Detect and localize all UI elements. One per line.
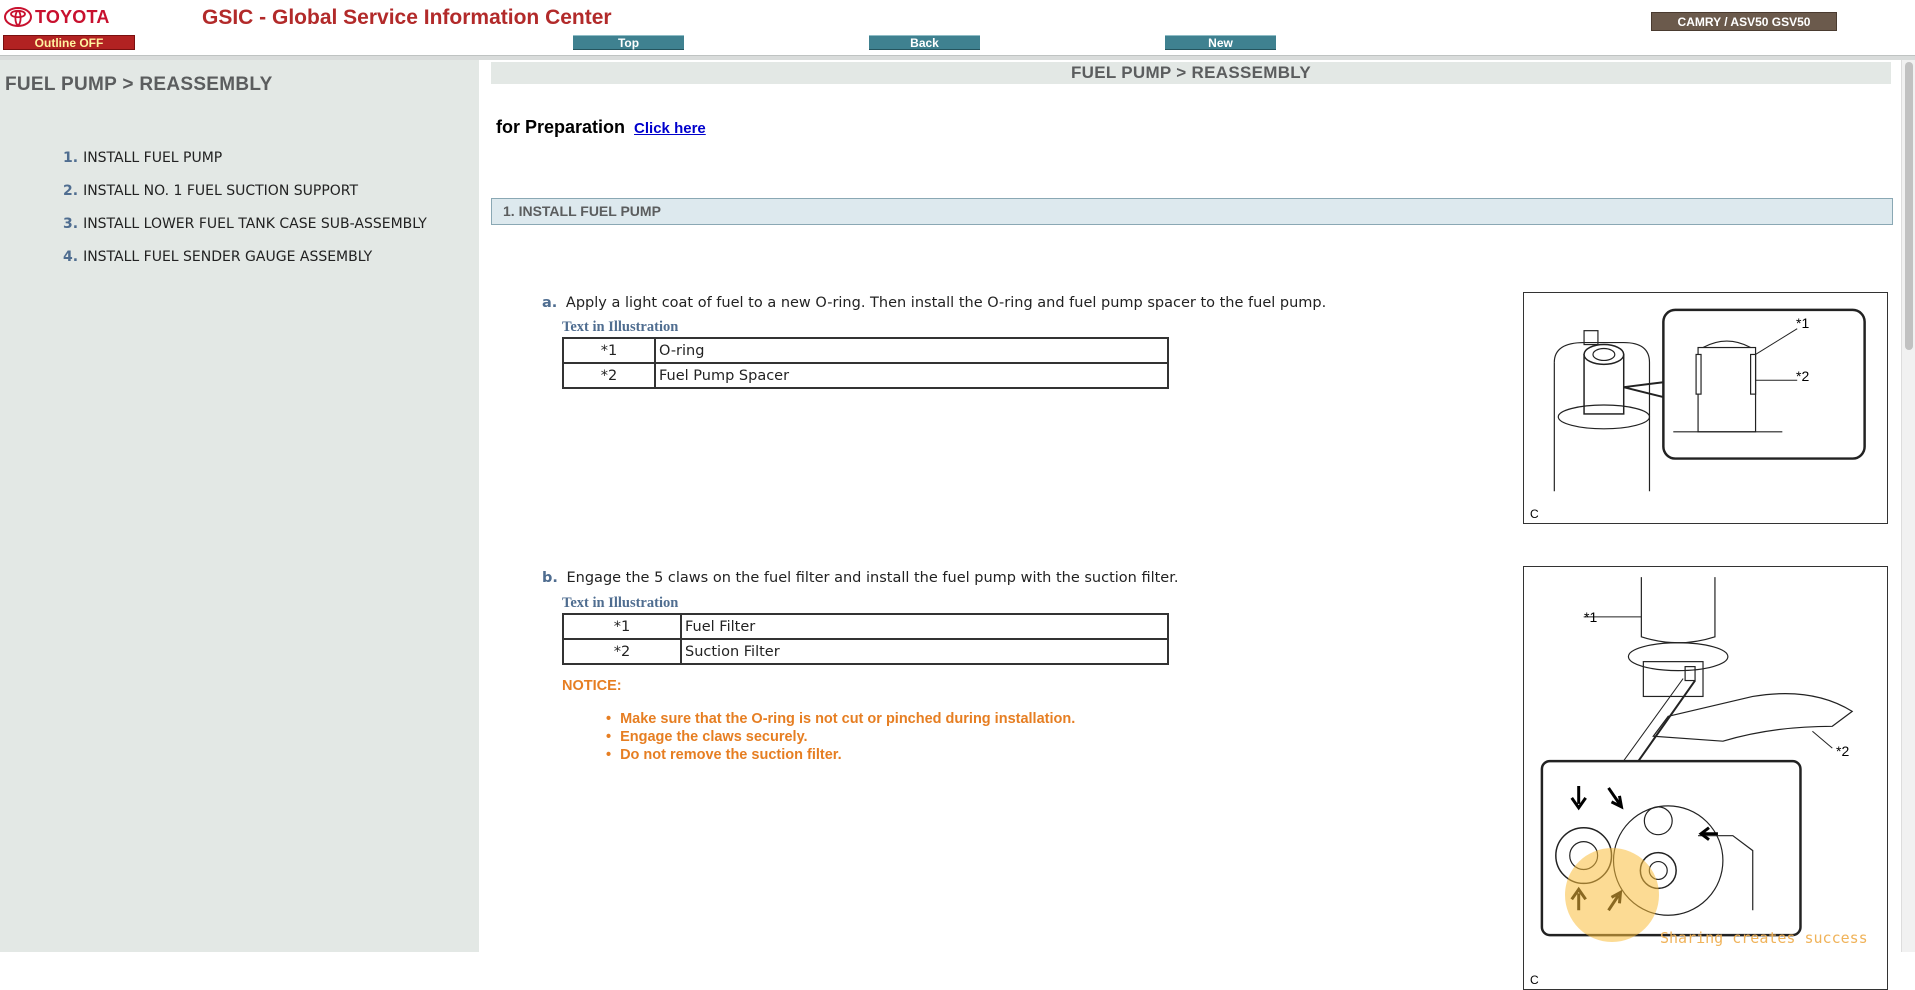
site-title: GSIC - Global Service Information Center bbox=[202, 6, 612, 29]
table-cell-value: O-ring bbox=[655, 338, 1168, 363]
table-cell-key: *1 bbox=[563, 338, 655, 363]
step-b bbox=[542, 570, 1178, 586]
toc-item-install-lower-tank-case[interactable] bbox=[63, 216, 427, 249]
toc-item-install-suction-support[interactable] bbox=[63, 183, 427, 216]
toc-item-label[interactable]: INSTALL NO. 1 FUEL SUCTION SUPPORT bbox=[83, 183, 359, 199]
notice-item: • Make sure that the O-ring is not cut or pinched during installation. bbox=[620, 710, 1075, 728]
preparation-link[interactable]: Click here bbox=[634, 120, 706, 137]
notice-list bbox=[620, 710, 1075, 764]
table-row bbox=[563, 614, 1168, 639]
outline-toggle-button[interactable]: Outline OFF bbox=[3, 35, 135, 50]
table-row bbox=[563, 639, 1168, 664]
toyota-logo-icon bbox=[4, 7, 32, 27]
figure-code: C bbox=[1530, 973, 1539, 987]
vehicle-badge: CAMRY / ASV50 GSV50 bbox=[1651, 12, 1837, 31]
notice-item: • Engage the claws securely. bbox=[620, 728, 1075, 746]
header bbox=[0, 0, 1915, 57]
step-letter: a. bbox=[542, 295, 558, 311]
text-in-illustration-label: Text in Illustration bbox=[562, 595, 679, 611]
vertical-scrollbar[interactable] bbox=[1901, 60, 1915, 952]
oring-diagram bbox=[1524, 293, 1887, 523]
step-letter: b. bbox=[542, 570, 558, 586]
watermark-text: Sharing creates success bbox=[1660, 929, 1868, 947]
table-cell-value: Suction Filter bbox=[681, 639, 1168, 664]
step-a bbox=[542, 295, 1326, 311]
preparation-line bbox=[496, 117, 706, 138]
toc-item-label[interactable]: INSTALL FUEL PUMP bbox=[83, 150, 223, 166]
callout-2: *2 bbox=[1836, 743, 1850, 759]
text-in-illustration-label: Text in Illustration bbox=[562, 319, 679, 335]
table-of-contents bbox=[63, 150, 427, 282]
back-button[interactable]: Back bbox=[869, 35, 980, 50]
scrollbar-thumb[interactable] bbox=[1905, 62, 1913, 350]
step-text: Engage the 5 claws on the fuel filter and install the fuel pump with the suction filter. bbox=[566, 570, 1179, 586]
toyota-logo bbox=[4, 6, 110, 28]
illustration-table bbox=[562, 337, 1169, 389]
table-cell-value: Fuel Filter bbox=[681, 614, 1168, 639]
illustration-table bbox=[562, 613, 1169, 665]
table-cell-key: *1 bbox=[563, 614, 681, 639]
table-row bbox=[563, 363, 1168, 388]
sidebar-title: FUEL PUMP > REASSEMBLY bbox=[5, 74, 273, 95]
page-title: FUEL PUMP > REASSEMBLY bbox=[491, 62, 1891, 84]
table-cell-value: Fuel Pump Spacer bbox=[655, 363, 1168, 388]
preparation-label: for Preparation bbox=[496, 117, 626, 137]
logo-text: TOYOTA bbox=[35, 6, 110, 27]
sidebar bbox=[0, 60, 479, 952]
table-row bbox=[563, 338, 1168, 363]
section-header: 1. INSTALL FUEL PUMP bbox=[491, 198, 1893, 225]
toc-item-number: 4. bbox=[63, 249, 79, 265]
watermark-logo bbox=[1565, 848, 1659, 942]
table-cell-key: *2 bbox=[563, 639, 681, 664]
main-content bbox=[479, 60, 1901, 987]
notice-label: NOTICE: bbox=[562, 678, 622, 694]
toc-item-label[interactable]: INSTALL FUEL SENDER GAUGE ASSEMBLY bbox=[83, 249, 373, 265]
top-button[interactable]: Top bbox=[573, 35, 684, 50]
figure-code: C bbox=[1530, 507, 1539, 521]
illustration-oring bbox=[1523, 292, 1888, 524]
toc-item-label[interactable]: INSTALL LOWER FUEL TANK CASE SUB-ASSEMBLY bbox=[83, 216, 427, 232]
toc-item-install-sender-gauge[interactable] bbox=[63, 249, 427, 282]
toc-item-number: 3. bbox=[63, 216, 79, 232]
new-button[interactable]: New bbox=[1165, 35, 1276, 50]
toc-item-install-fuel-pump[interactable] bbox=[63, 150, 427, 183]
toc-item-number: 2. bbox=[63, 183, 79, 199]
callout-1: *1 bbox=[1584, 609, 1598, 625]
callout-1: *1 bbox=[1796, 315, 1810, 331]
callout-2: *2 bbox=[1796, 368, 1810, 384]
toc-item-number: 1. bbox=[63, 150, 79, 166]
table-cell-key: *2 bbox=[563, 363, 655, 388]
step-text: Apply a light coat of fuel to a new O-ring. Then install the O-ring and fuel pump spacer to the fuel pump. bbox=[565, 295, 1327, 311]
notice-item: • Do not remove the suction filter. bbox=[620, 746, 1075, 764]
